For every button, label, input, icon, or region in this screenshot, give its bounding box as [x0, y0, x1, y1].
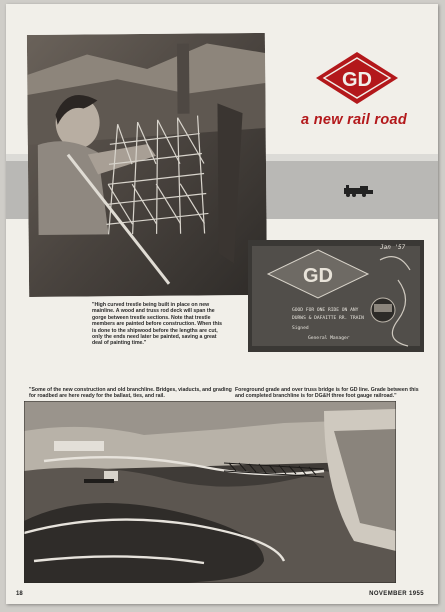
issue-date: NOVEMBER 1955 [369, 591, 424, 597]
ticket-line-3: Signed [292, 326, 309, 331]
bottom-photo-caption-left: "Some of the new construction and old branchline. Bridges, viaducts, and grading for roadbed are here ready for the ballast, ties, and rail. [29, 387, 232, 400]
ticket-line-1: GOOD FOR ONE RIDE ON ANY [292, 308, 359, 313]
steam-locomotive-icon [342, 185, 374, 197]
gd-diamond-logo-icon [314, 50, 400, 106]
trestle-photo-caption: "High curved trestle being built in place on new mainline. A wood and truss rod deck will span the gorge between trestle sections. Note that trestle members are painted before construction. When this is done to the shipwood before the lengths are cut, only the ends need later be painted, saving a great deal of painting time." [92, 302, 222, 347]
railroad-pass-photo [248, 240, 424, 352]
ticket-handwritten-date: Jan '57 [380, 244, 406, 251]
ticket-logo-text: GD [303, 265, 333, 287]
page-headline: a new rail road [301, 112, 408, 128]
ticket-line-4: General Manager [308, 336, 350, 341]
magazine-page [6, 4, 438, 604]
bottom-photo-caption-right: Foreground grade and over truss bridge is for GD line. Grade between this and completed branchline is for DG&H three foot gauge railroad." [235, 387, 419, 400]
trestle-photo [27, 33, 267, 297]
logo-text: GD [342, 69, 372, 91]
ticket-line-2: DURWS & DAFAITTE RR. TRAIN [292, 316, 364, 321]
layout-photo [24, 401, 396, 583]
page-number: 18 [16, 591, 23, 597]
